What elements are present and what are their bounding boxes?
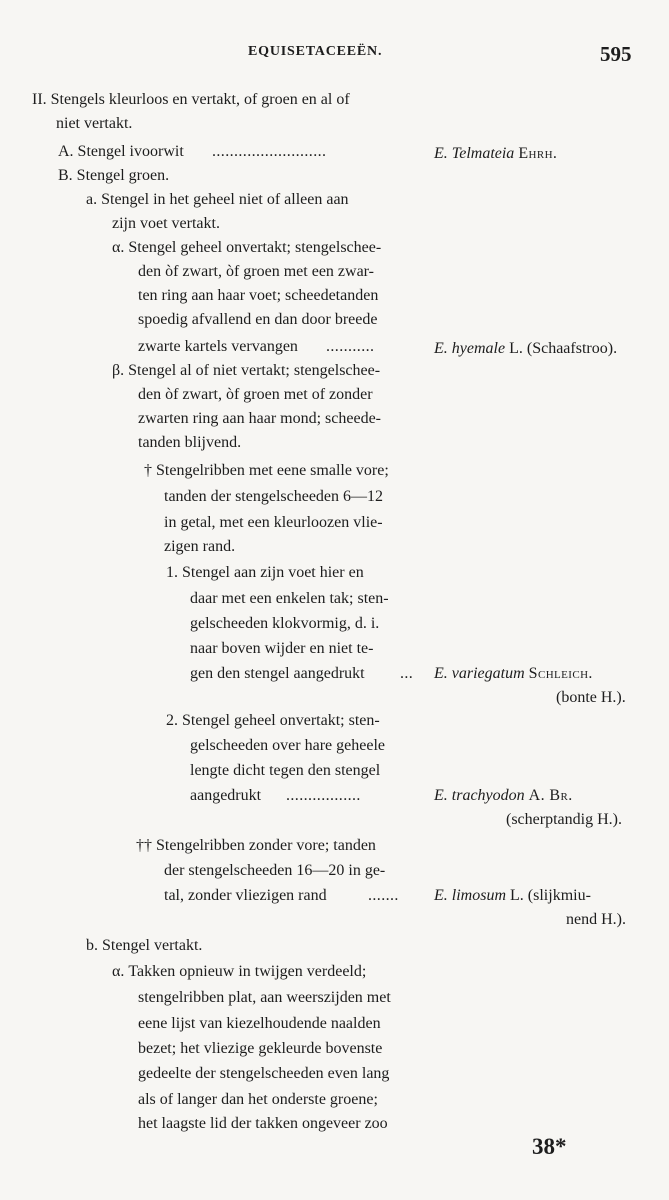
text-line: der stengelscheeden 16—20 in ge-: [164, 862, 386, 879]
species-author: L.: [510, 887, 524, 904]
species-genus: E.: [434, 665, 448, 682]
species-entry: [434, 884, 591, 908]
text-line: α. Takken opnieuw in twijgen verdeeld;: [112, 963, 367, 980]
species-common-name: (scherptandig H.).: [506, 811, 622, 828]
text-line: tanden blijvend.: [138, 434, 242, 451]
leader-dots: ..........................: [212, 143, 327, 160]
text-line: naar boven wijder en niet te-: [190, 640, 374, 657]
text-line: gedeelte der stengelscheeden even lang: [138, 1065, 390, 1082]
species-entry: [434, 142, 557, 166]
text-line: in getal, met een kleurloozen vlie-: [164, 514, 383, 531]
species-entry: [434, 784, 573, 808]
text-line: gelscheeden over hare geheele: [190, 737, 385, 754]
text-line: a. Stengel in het geheel niet of alleen aan: [86, 191, 349, 208]
text-line: niet vertakt.: [56, 115, 133, 132]
species-genus: E.: [434, 145, 448, 162]
text-line: α. Stengel geheel onvertakt; stengelschee-: [112, 239, 382, 256]
text-line: B. Stengel groen.: [58, 167, 170, 184]
text-line: tal, zonder vliezigen rand: [164, 887, 327, 904]
species-author: Schleich.: [528, 665, 593, 682]
species-entry: [434, 662, 593, 686]
text-line: 1. Stengel aan zijn voet hier en: [166, 564, 364, 581]
text-line: ten ring aan haar voet; scheedetanden: [138, 287, 379, 304]
leader-dots: ...........: [326, 338, 375, 355]
text-line: zigen rand.: [164, 538, 236, 555]
text-line: daar met een enkelen tak; sten-: [190, 590, 389, 607]
species-genus: E.: [434, 340, 448, 357]
text-line: 2. Stengel geheel onvertakt; sten-: [166, 712, 380, 729]
text-line: †† Stengelribben zonder vore; tanden: [136, 837, 376, 854]
text-line: gen den stengel aangedrukt: [190, 665, 365, 682]
text-line: den òf zwart, òf groen met een zwar-: [138, 263, 375, 280]
text-line: bezet; het vliezige gekleurde bovenste: [138, 1040, 383, 1057]
page-number: 595: [600, 42, 632, 66]
text-line: zwarten ring aan haar mond; scheede-: [138, 410, 381, 427]
text-line: gelscheeden klokvormig, d. i.: [190, 615, 380, 632]
species-author: Ehrh.: [518, 145, 558, 162]
species-name: variegatum: [451, 665, 525, 682]
text-line: lengte dicht tegen den stengel: [190, 762, 381, 779]
species-genus: E.: [434, 887, 448, 904]
species-common-name: (slijkmiu-: [527, 887, 591, 904]
text-line: tanden der stengelscheeden 6—12: [164, 488, 384, 505]
species-author: L.: [509, 340, 523, 357]
species-common-name: nend H.).: [566, 911, 626, 928]
text-line: aangedrukt: [190, 787, 262, 804]
text-line: spoedig afvallend en dan door breede: [138, 311, 378, 328]
text-line: β. Stengel al of niet vertakt; stengelschee-: [112, 362, 381, 379]
text-line: als of langer dan het onderste groene;: [138, 1091, 378, 1108]
text-line: II. Stengels kleurloos en vertakt, of groen en al of: [32, 91, 350, 108]
species-name: limosum: [451, 887, 507, 904]
species-name: Telmateia: [451, 145, 515, 162]
leader-dots: .......: [368, 887, 399, 904]
species-name: trachyodon: [451, 787, 525, 804]
text-line: b. Stengel vertakt.: [86, 937, 203, 954]
text-line: stengelribben plat, aan weerszijden met: [138, 989, 391, 1006]
text-line: eene lijst van kiezelhoudende naalden: [138, 1015, 381, 1032]
text-line: zijn voet vertakt.: [112, 215, 220, 232]
text-line: den òf zwart, òf groen met of zonder: [138, 386, 373, 403]
text-line: het laagste lid der takken ongeveer zoo: [138, 1115, 388, 1132]
species-entry: [434, 337, 617, 361]
text-line: † Stengelribben met eene smalle vore;: [144, 462, 389, 479]
species-genus: E.: [434, 787, 448, 804]
leader-dots: .................: [286, 787, 361, 804]
species-common-name: (bonte H.).: [556, 689, 626, 706]
species-name: hyemale: [451, 340, 506, 357]
running-head: EQUISETACEEËN.: [248, 44, 383, 59]
species-common-name: (Schaafstroo).: [526, 340, 618, 357]
signature-mark: 38*: [532, 1134, 567, 1159]
leader-dots: ...: [400, 665, 414, 682]
text-line: A. Stengel ivoorwit: [58, 143, 184, 160]
species-author: A. Br.: [528, 787, 573, 804]
text-line: zwarte kartels vervangen: [138, 338, 298, 355]
